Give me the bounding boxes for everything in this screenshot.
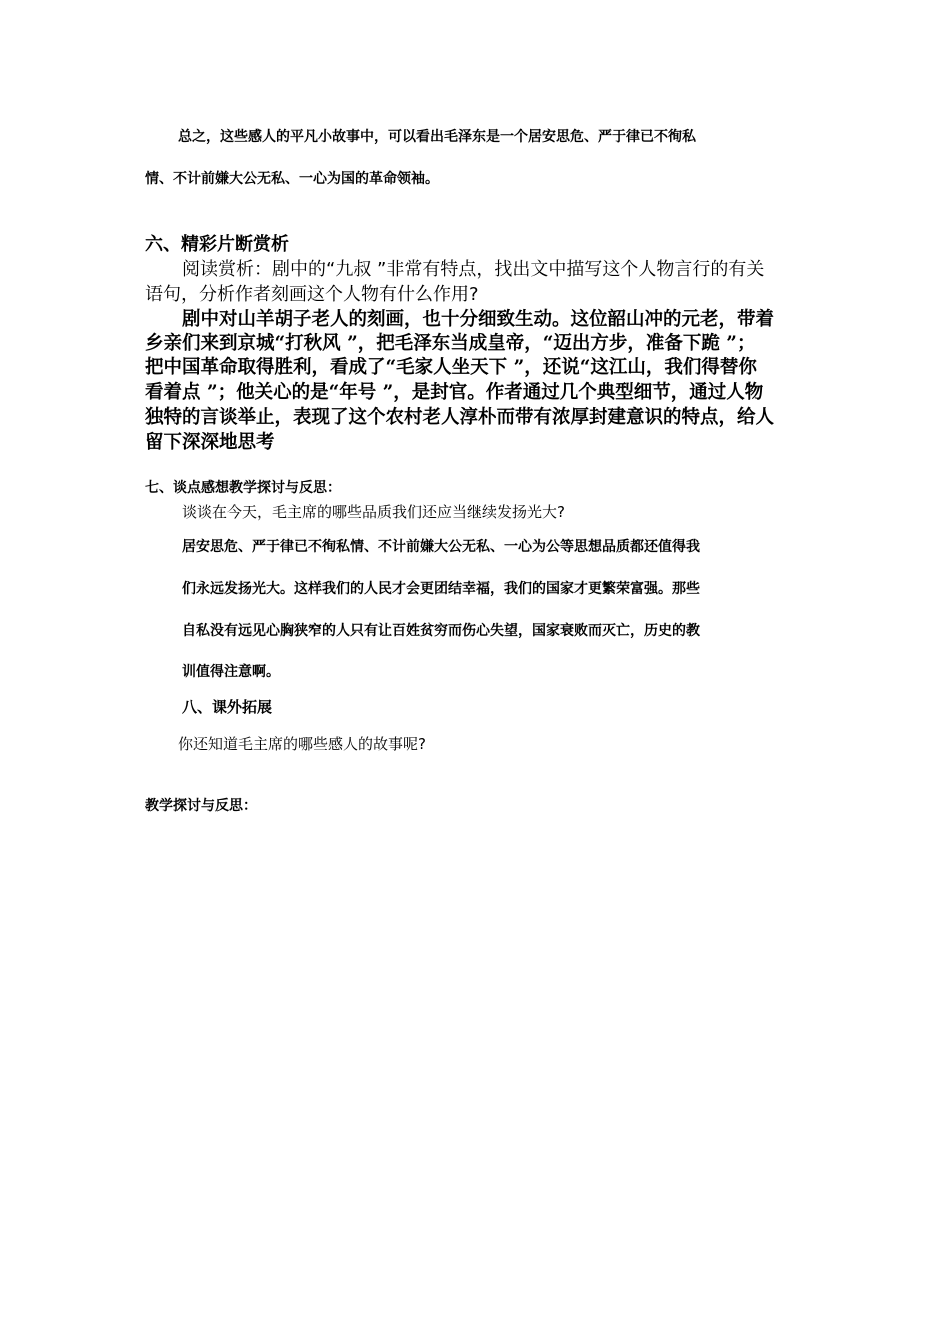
section-6-answer-line: 留下深深地思考: [145, 432, 275, 453]
summary-line-1: 总之，这些感人的平凡小故事中，可以看出毛泽东是一个居安思危、严于律已不徇私: [178, 129, 696, 145]
section-7-answer-line: 训值得注意啊。: [182, 664, 280, 680]
section-6-answer-line: 乡亲们来到京城“打秋风 ”，把毛泽东当成皇帝，“迈出方步，准备下跪 ”；: [145, 333, 756, 354]
reflection-heading: 教学探讨与反思：: [145, 798, 257, 814]
section-6-heading: 六、精彩片断赏析: [145, 234, 289, 255]
section-6-question-line-2: 语句，分析作者刻画这个人物有什么作用?: [145, 284, 479, 305]
section-6-question-line-1: 阅读赏析：剧中的“九叔 ”非常有特点，找出文中描写这个人物言行的有关: [182, 259, 765, 280]
section-8-question: 你还知道毛主席的哪些感人的故事呢?: [178, 735, 426, 753]
section-7-question: 谈谈在今天，毛主席的哪些品质我们还应当继续发扬光大?: [182, 503, 565, 521]
section-7-heading: 七、谈点感想教学探讨与反思：: [145, 480, 341, 496]
section-6-answer-line: 把中国革命取得胜利，看成了“毛家人坐天下 ”，还说“这江山，我们得替你: [145, 357, 757, 378]
section-8-heading: 八、课外拓展: [182, 698, 273, 716]
section-6-answer-line: 看着点 ”；他关心的是“年号 ”，是封官。作者通过几个典型细节，通过人物: [145, 382, 764, 403]
section-7-answer-line: 居安思危、严于律已不徇私情、不计前嫌大公无私、一心为公等思想品质都还值得我: [182, 539, 700, 555]
section-6-answer-line: 独特的言谈举止，表现了这个农村老人淳朴而带有浓厚封建意识的特点，给人: [145, 407, 775, 428]
summary-line-2: 情、不计前嫌大公无私、一心为国的革命领袖。: [145, 171, 439, 187]
section-6-answer-line: 剧中对山羊胡子老人的刻画，也十分细致生动。这位韶山冲的元老，带着: [182, 309, 775, 330]
section-7-answer-line: 们永远发扬光大。这样我们的人民才会更团结幸福，我们的国家才更繁荣富强。那些: [182, 581, 700, 597]
section-7-answer-line: 自私没有远见心胸狭窄的人只有让百姓贫穷而伤心失望，国家衰败而灭亡，历史的教: [182, 623, 700, 639]
